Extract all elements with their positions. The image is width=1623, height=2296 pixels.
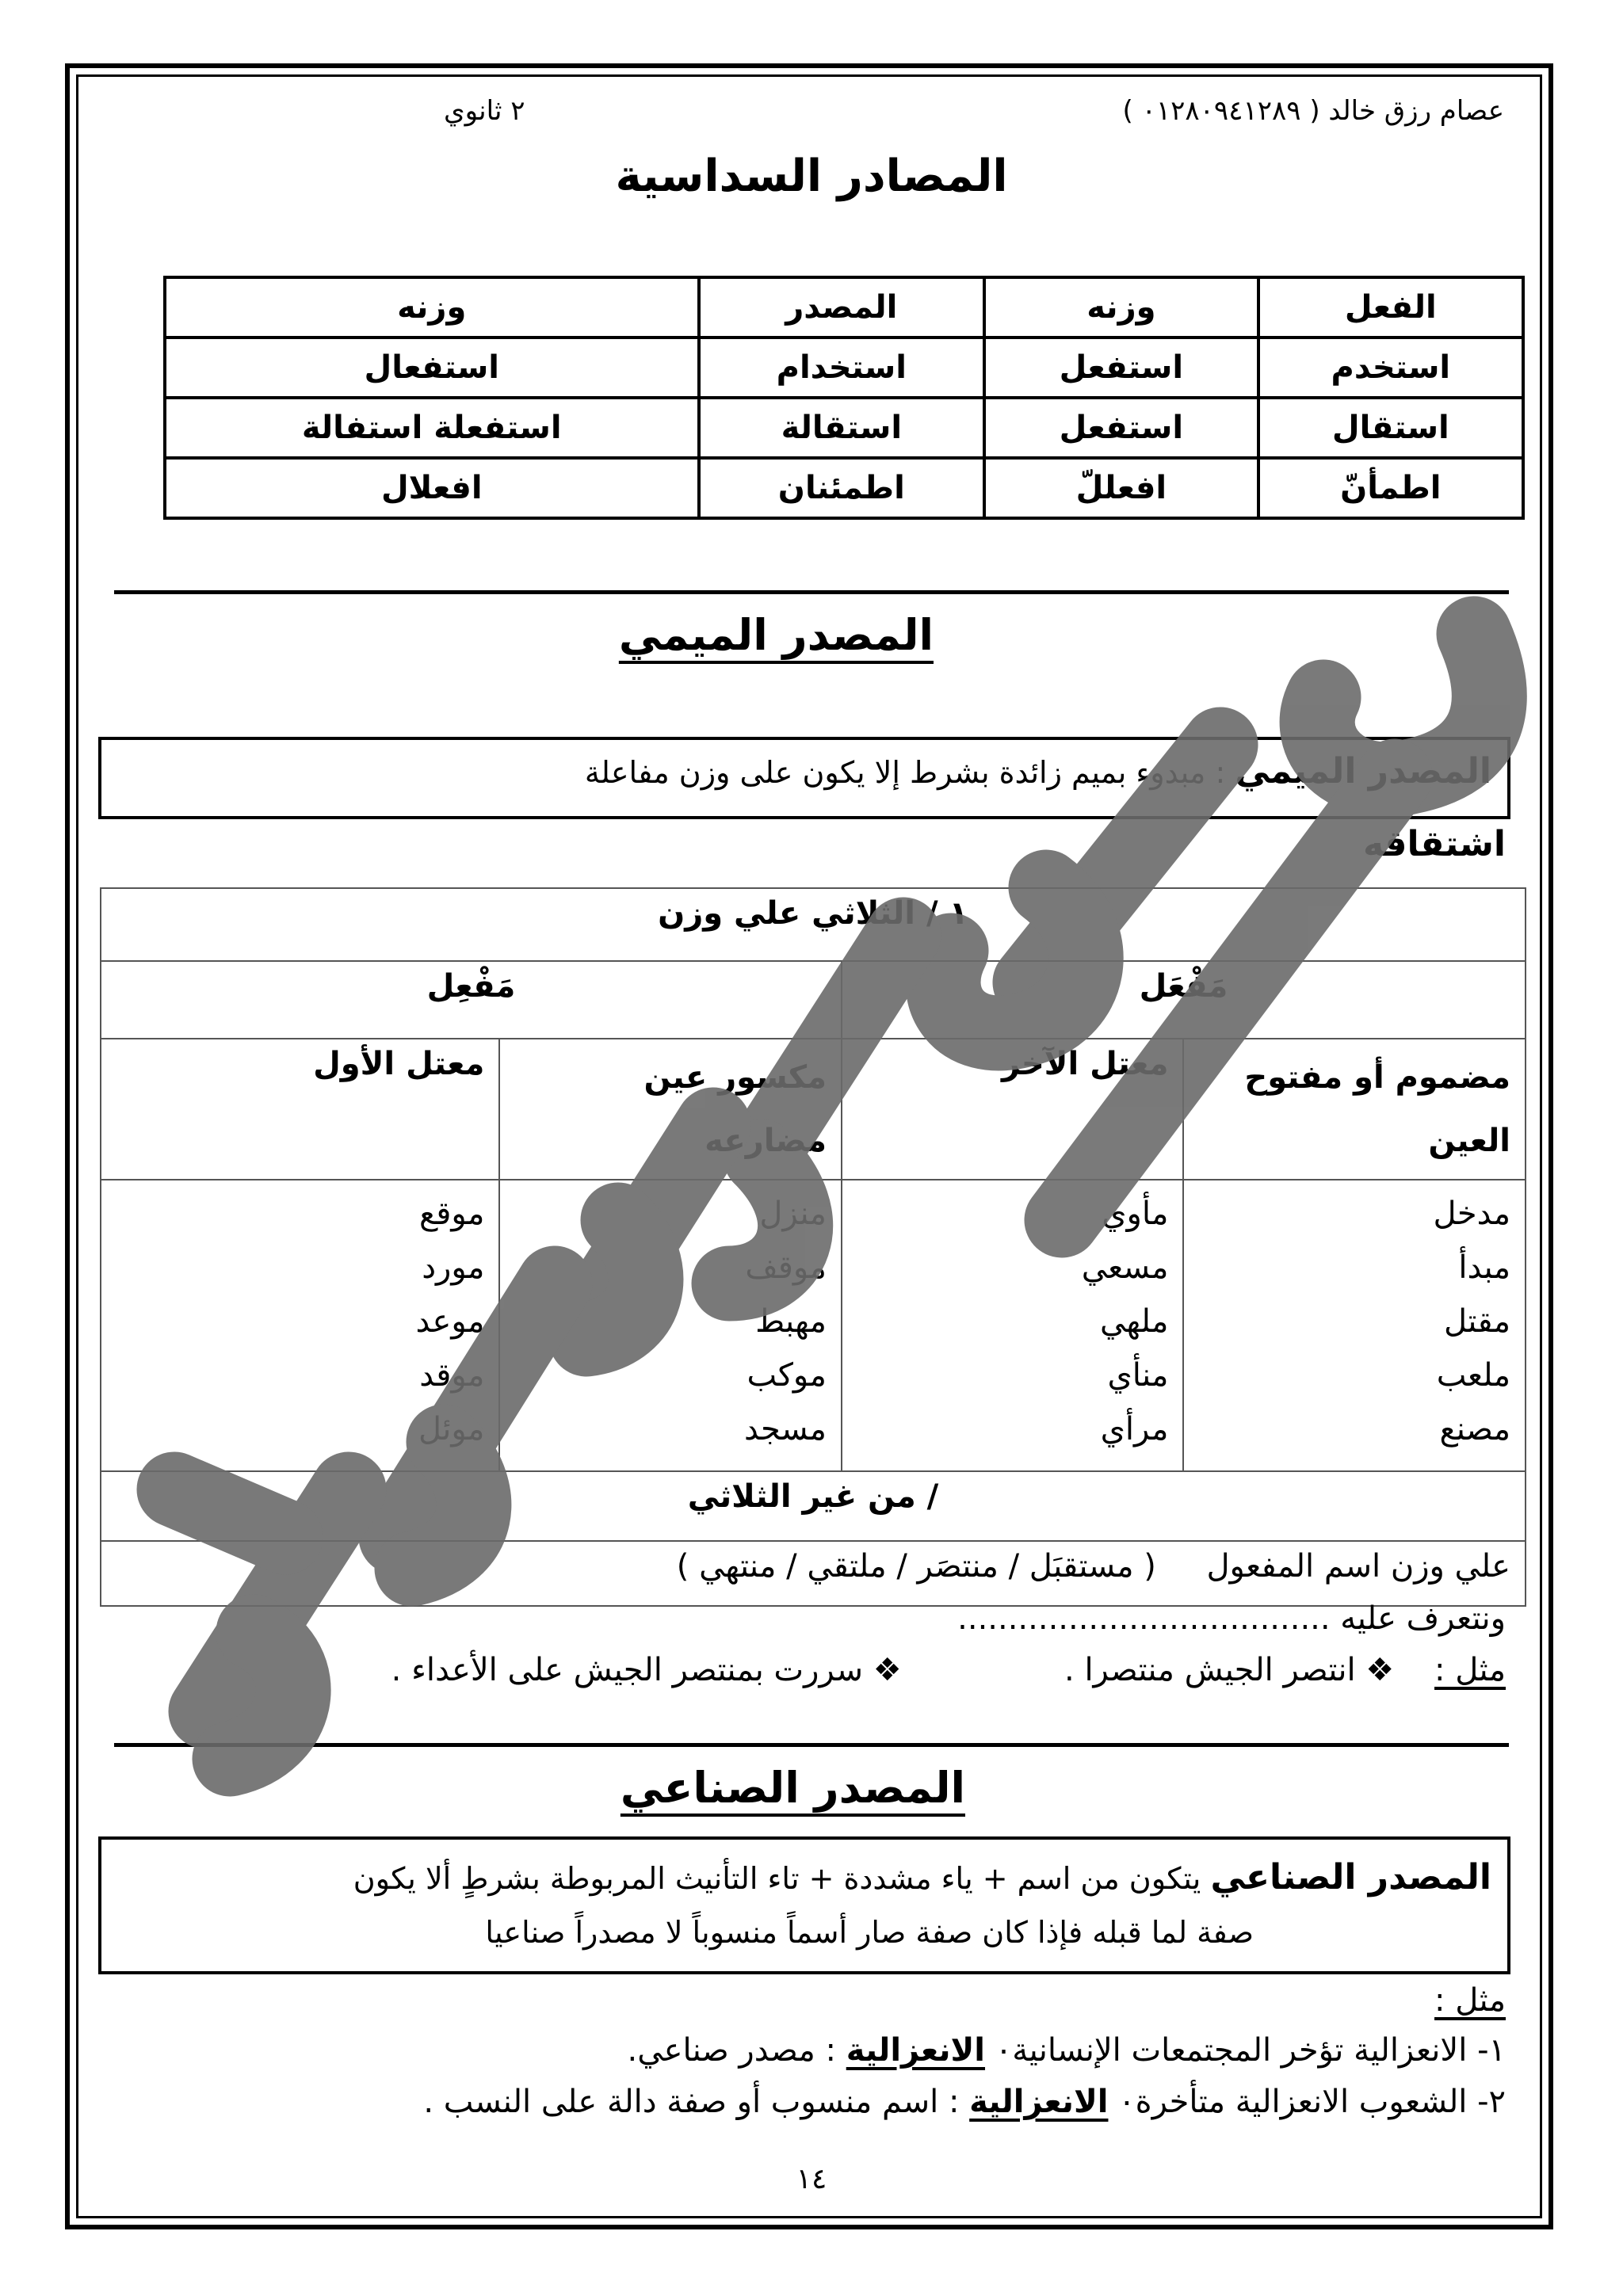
grade-label: ٢ ثانوي [444,95,525,127]
sudasi-table [163,276,1525,520]
list-item: ملعب [1436,1357,1510,1394]
ism-maful-label: علي وزن اسم المفعول [1206,1548,1510,1585]
definition-term: المصدر الميمي [1235,751,1491,791]
list-item: مبدأ [1458,1249,1510,1286]
table-cell: استقال [1258,398,1523,458]
pattern-mafal: مَفْعَل [842,961,1526,1039]
derivation-label: اشتقاقه [1363,824,1506,864]
list-item: مأوي [1102,1196,1169,1232]
table-cell: استفعل [984,338,1258,398]
col-verb-weight-head: وزنه [984,277,1258,338]
definition-text: صفة لما قبله فإذا كان صفة صار أسماً منسوباً لا مصدراً صناعيا [485,1915,1254,1950]
definition-box-mimi [98,737,1510,819]
list-item: موقع [418,1196,485,1232]
definition-text: : مبدوء بميم زائدة بشرط إلا يكون على وزن مفاعلة [584,755,1226,790]
mimi-table [100,887,1526,1607]
example-label: مثل : [1434,1982,1506,2019]
example-item: ❖ سررت بمنتصر الجيش على الأعداء . [391,1652,902,1688]
col-verb-head: الفعل [1258,277,1523,338]
list-item: مورد [422,1249,485,1286]
table-header-row [165,277,1523,338]
page-title: المصادر السداسية [615,151,1008,202]
table-cell: استخدم [1258,338,1523,398]
section-title-mimi: المصدر الميمي [618,610,934,660]
list-item: مسجد [744,1411,827,1447]
list-item: موقف [745,1249,827,1286]
word-list [101,1180,499,1471]
col-masdar-head: المصدر [699,277,985,338]
list-item: موكب [747,1357,827,1394]
col-masdar-weight-head: وزنه [165,277,699,338]
example-highlight: الانعزالية [969,2084,1109,2120]
ism-maful-examples: ( مستقبَل / منتصَر / ملتقي / منتهي ) [676,1548,1156,1585]
list-item: ملهي [1100,1303,1169,1340]
example-text: : مصدر صناعي. [627,2032,836,2069]
example-line [628,2032,1506,2069]
list-item: مقتل [1443,1303,1510,1340]
table-cell: اطمأنّ [1258,458,1523,518]
table-cell: استفعل [984,398,1258,458]
list-item: موئل [418,1411,485,1447]
definition-box-sinai [98,1836,1510,1974]
recognize-line: ونتعرف عليه ..................................... [957,1600,1506,1637]
list-item: منزل [759,1196,827,1232]
thulathi-row: ١ / الثلاثي علي وزن [101,888,1526,961]
example-line [423,2084,1506,2120]
table-row [165,458,1523,518]
col-head: معتل الآخر [842,1039,1184,1180]
word-list [1183,1180,1526,1471]
list-item: مرأي [1100,1411,1169,1447]
definition-term: المصدر الصناعي [1210,1857,1491,1897]
section-title-sinai: المصدر الصناعي [620,1763,965,1813]
word-list [842,1180,1184,1471]
list-item: مهبط [755,1303,827,1340]
word-list [499,1180,842,1471]
list-item: موقد [419,1357,485,1394]
definition-line [117,1851,1491,1905]
list-item: موعد [415,1303,485,1340]
ism-maful-row [101,1541,1526,1606]
list-item: منأي [1107,1357,1169,1394]
pattern-mafil: مَفْعِل [101,961,842,1039]
table-cell: استفعلة استفالة [165,398,699,458]
table-row [165,398,1523,458]
table-cell: افعللّ [984,458,1258,518]
table-cell: افعلال [165,458,699,518]
col-head: مكسور عين مضارعه [499,1039,842,1180]
col-head: معتل الأول [101,1039,499,1180]
ghair-thulathi-row: / من غير الثلاثي [101,1471,1526,1541]
definition-text: يتكون من اسم + ياء مشددة + تاء التأنيث المربوطة بشرطٍ ألا يكون [353,1861,1201,1896]
author-line: عصام رزق خالد ( ٠١٢٨٠٩٤١٢٨٩ ) [1122,95,1504,127]
page-number: ١٤ [796,2163,827,2195]
example-item: ❖ انتصر الجيش منتصرا . [1064,1652,1395,1688]
example-text: ٢- الشعوب الانعزالية متأخرة٠ [1118,2084,1506,2120]
table-cell: استفعال [165,338,699,398]
col-head: مضموم أو مفتوح العين [1183,1039,1526,1180]
example-text: : اسم منسوب أو صفة دالة على النسب . [423,2084,960,2120]
table-cell: استخدام [699,338,985,398]
example-label: مثل : [1434,1652,1506,1688]
list-item: مسعي [1081,1249,1169,1286]
example-text: ١- الانعزالية تؤخر المجتمعات الإنسانية٠ [995,2032,1506,2069]
divider [114,1743,1509,1747]
table-cell: اطمئنان [699,458,985,518]
mimi-examples-row [391,1652,1506,1688]
table-row [165,338,1523,398]
list-item: مدخل [1433,1196,1510,1232]
divider [114,590,1509,594]
example-highlight: الانعزالية [846,2032,986,2069]
list-item: مصنع [1439,1411,1510,1447]
table-cell: استقالة [699,398,985,458]
